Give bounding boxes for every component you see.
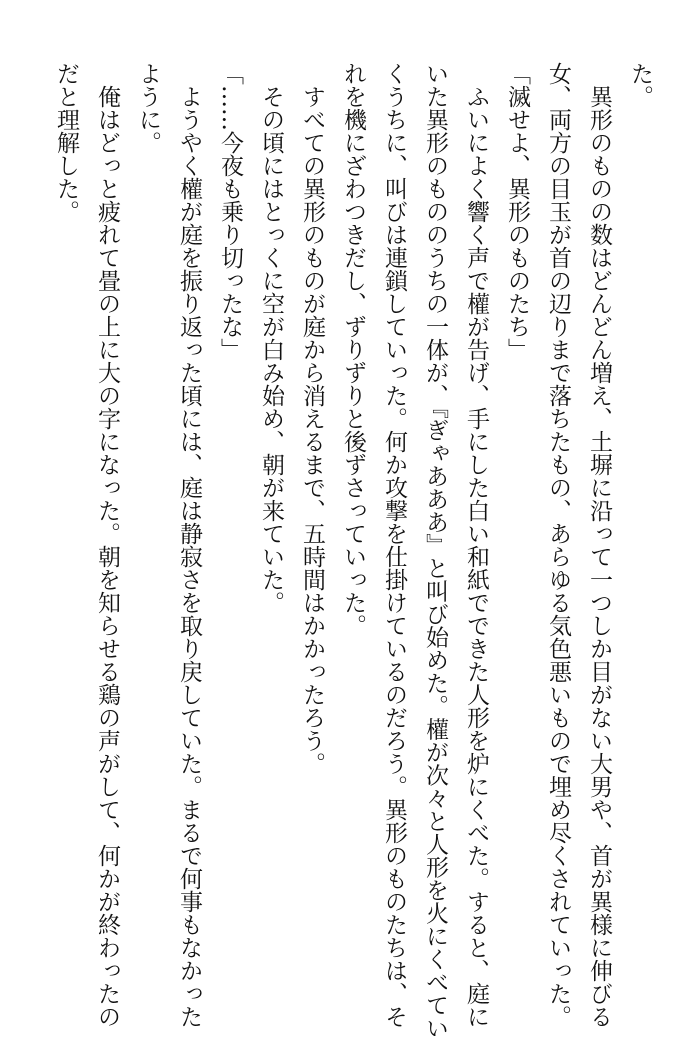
text-line: 「滅せよ、異形のものたち」 bbox=[504, 62, 530, 361]
text-line: 俺はどっと疲れて畳の上に大の字になった。朝を知らせる鶏の声がして、何かが終わったの bbox=[94, 62, 120, 1028]
text-line: 「……今夜も乗り切ったな」 bbox=[217, 62, 243, 361]
text-line: くうちに、叫びは連鎖していった。何か攻撃を仕掛けているのだろう。異形のものたちは、そ bbox=[381, 62, 407, 1028]
text-line: いた異形のもののうちの一体が、『ぎゃあああ』と叫び始めた。權が次々と人形を火にくべてい bbox=[422, 62, 448, 1040]
text-line: ように。 bbox=[135, 62, 161, 154]
text-line: だと理解した。 bbox=[53, 62, 79, 223]
text-line: ようやく權が庭を振り返った頃には、庭は静寂さを取り戻していた。まるで何事もなかった bbox=[176, 62, 202, 1028]
text-line: 異形のものの数はどんどん増え、土塀に沿って一つしか目がない大男や、首が異様に伸びる bbox=[586, 62, 612, 1028]
text-line: た。 bbox=[627, 62, 653, 108]
text-line: その頃にはとっくに空が白み始め、朝が来ていた。 bbox=[258, 62, 284, 614]
text-line: すべての異形のものが庭から消えるまで、五時間はかかったろう。 bbox=[299, 62, 325, 775]
vertical-text-body bbox=[45, 62, 660, 1040]
text-line: れを機にざわつきだし、ずりずりと後ずさっていった。 bbox=[340, 62, 366, 637]
text-line: ふいによく響く声で權が告げ、手にした白い和紙でできた人形を炉にくべた。すると、庭に bbox=[463, 62, 489, 1028]
text-line: 女、両方の目玉が首の辺りまで落ちたもの、あらゆる気色悪いもので埋め尽くされていった。 bbox=[545, 62, 571, 1028]
